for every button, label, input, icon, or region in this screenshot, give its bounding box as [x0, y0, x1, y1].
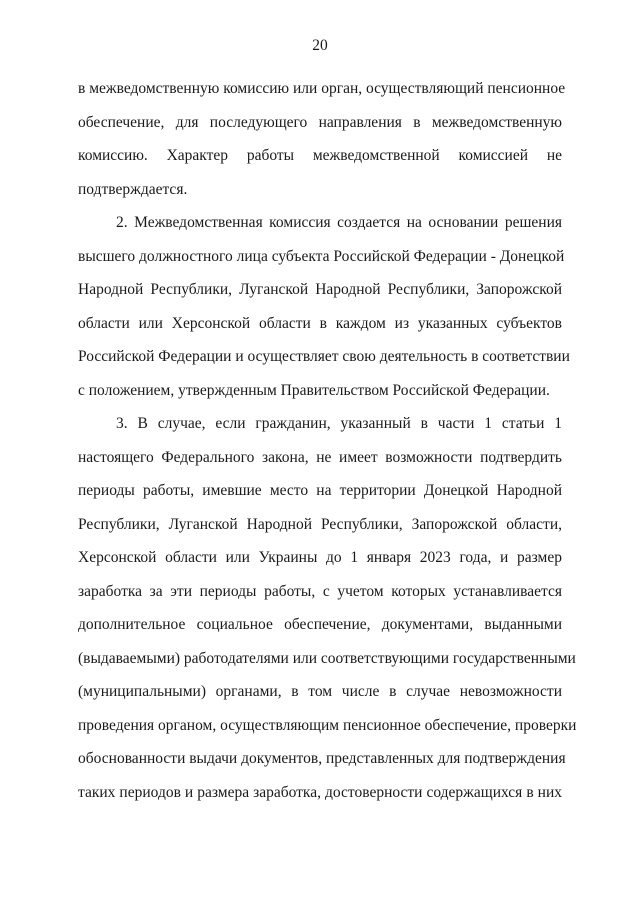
text-line: настоящего Федерального закона, не имеет возможности подтвердить	[78, 448, 562, 466]
text-line: таких периодов и размера заработка, достоверности содержащихся в них	[78, 783, 562, 801]
text-line: Республики, Луганской Народной Республики, Запорожской области,	[78, 515, 562, 533]
text-line: комиссию. Характер работы межведомственной комиссией не	[78, 147, 562, 164]
text-line: Российской Федерации и осуществляет свою деятельность в соответствии	[78, 348, 570, 365]
text-line: подтверждается.	[78, 180, 188, 198]
page-number: 20	[312, 37, 328, 54]
paragraph-2-first-line: 2. Межведомственная комиссия создается на основании решения	[116, 214, 562, 231]
text-line: обоснованности выдачи документов, представленных для подтверждения	[78, 750, 566, 767]
text-line: периоды работы, имевшие место на территории Донецкой Народной	[78, 482, 562, 499]
text-line: высшего должностного лица субъекта Российской Федерации - Донецкой	[78, 247, 565, 265]
text-line: дополнительное социальное обеспечение, документами, выданными	[78, 616, 562, 633]
text-line: обеспечение, для последующего направления в межведомственную	[78, 113, 562, 131]
paragraph-3-first-line: 3. В случае, если гражданин, указанный в части 1 статьи 1	[116, 415, 562, 432]
text-line: (выдаваемыми) работодателями или соответствующими государственными	[78, 649, 576, 667]
text-line: Херсонской области или Украины до 1 января 2023 года, и размер	[78, 549, 562, 566]
text-line: Народной Республики, Луганской Народной Республики, Запорожской	[78, 281, 562, 298]
text-line: в межведомственную комиссию или орган, осуществляющий пенсионное	[78, 80, 566, 97]
text-line: области или Херсонской области в каждом из указанных субъектов	[78, 314, 562, 332]
document-body	[78, 72, 577, 809]
text-line: с положением, утвержденным Правительством Российской Федерации.	[78, 381, 550, 399]
text-line: проведения органом, осуществляющим пенсионное обеспечение, проверки	[78, 716, 577, 734]
text-line: (муниципальными) органами, в том числе в случае невозможности	[78, 683, 562, 700]
text-line: заработка за эти периоды работы, с учетом которых устанавливается	[78, 582, 562, 600]
